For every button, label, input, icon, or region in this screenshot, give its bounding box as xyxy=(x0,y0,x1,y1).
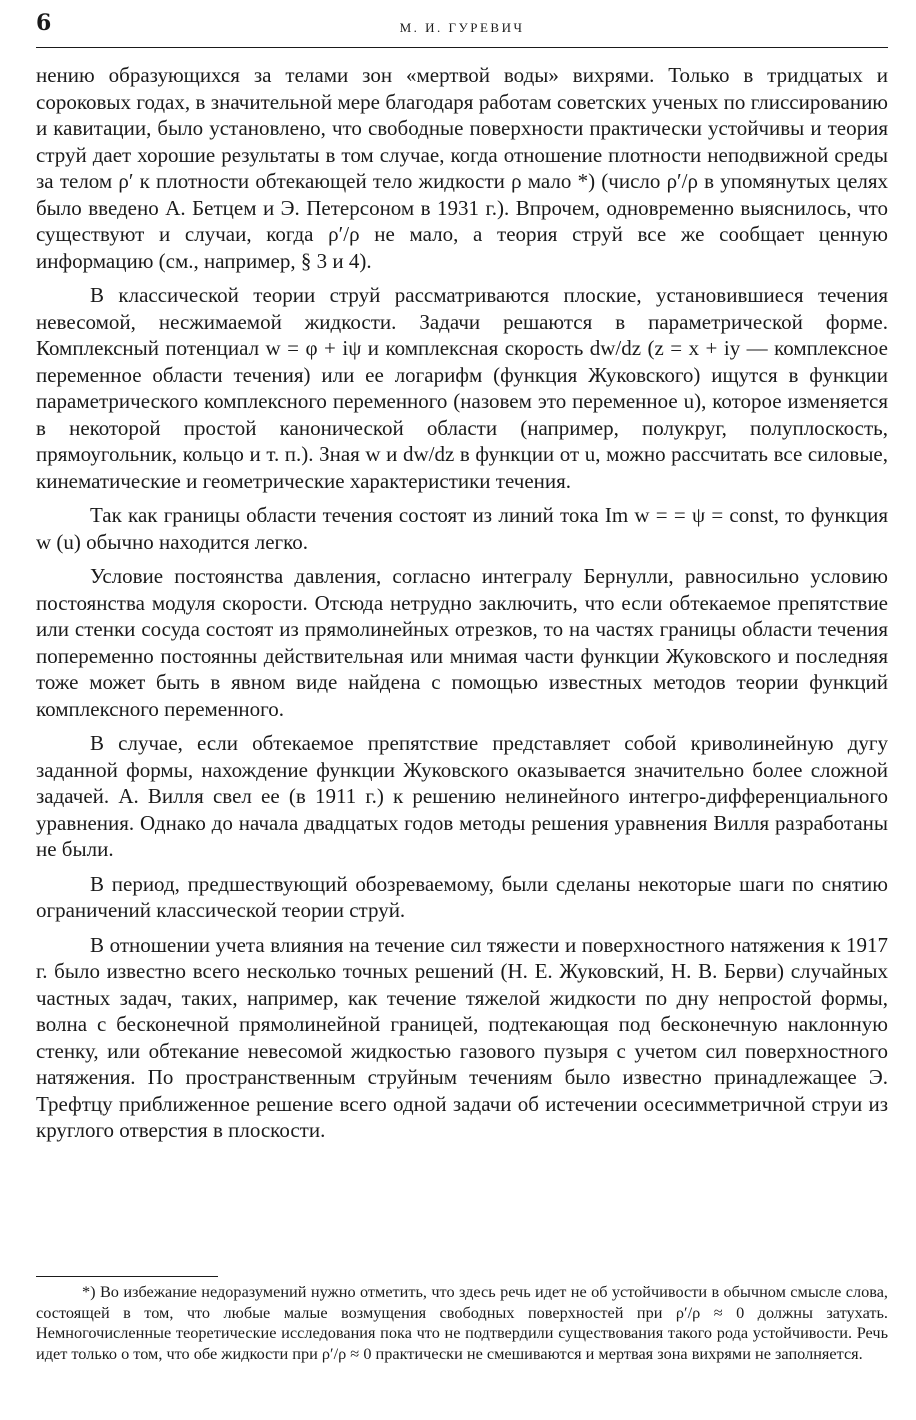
running-head: М. И. ГУРЕВИЧ xyxy=(399,20,525,35)
paragraph: В отношении учета влияния на течение сил тяжести и поверхностного натяжения к 1917 г. было известно всего несколько точных решений (Н. Е. Жуковский, Н. В. Берви) случайных частных задач, таких, например, как течение тяжелой жидкости по дну непростой формы, волна с бесконечной прямолинейной границей, подтекающая под бесконечную наклонную стенку, или обтекание невесомой жидкостью газового пузыря с учетом сил поверхностного натяжения. По пространственным струйным течениям было известно принадлежащее Э. Трефтцу приближенное решение всего одной задачи об истечении осесимметричной струи из круглого отверстия в плоскости. xyxy=(36,932,888,1142)
footnote-text: *) Во избежание недоразумений нужно отметить, что здесь речь идет не об устойчивости в обычном смысле слова, состоящей в том, что любые малые возмущения свободных поверхностей при ρ′/ρ ≈ 0 должны затухать. Немногочисленные теоретические исследования пока что не подтвердили существования такого рода устойчивости. Речь идет только о том, что обе жидкости при ρ′/ρ ≈ 0 практически не смешиваются и мертвая зона вихрями не заполняется. xyxy=(36,1282,888,1363)
header-rule xyxy=(36,47,888,48)
paragraph: Так как границы области течения состоят из линий тока Im w = = ψ = const, то функция w (u) обычно находится легко. xyxy=(36,503,888,554)
page-header xyxy=(36,6,888,44)
paragraph: В период, предшествующий обозреваемому, были сделаны некоторые шаги по снятию ограничений классической теории струй. xyxy=(36,871,888,922)
body-text xyxy=(36,62,888,1152)
paragraph: В случае, если обтекаемое препятствие представляет собой криволинейную дугу заданной формы, нахождение функции Жуковского оказывается значительно более сложной задачей. А. Вилля свел ее (в 1911 г.) к решению нелинейного интегро-дифференциального уравнения. Однако до начала двадцатых годов методы решения уравнения Вилля разработаны не были. xyxy=(36,731,888,861)
footnote xyxy=(36,1282,888,1364)
footnote-rule xyxy=(36,1276,218,1277)
paragraph: Условие постоянства давления, согласно интегралу Бернулли, равносильно условию постоянства модуля скорости. Отсюда нетрудно заключить, что если обтекаемое препятствие или стенки сосуда состоят из прямолинейных отрезков, то на частях границы области течения попеременно постоянны действительная или мнимая части функции Жуковского и последняя тоже может быть в явном виде найдена с помощью известных методов теории функций комплексного переменного. xyxy=(36,564,888,721)
page-number: 6 xyxy=(36,10,52,36)
paragraph: В классической теории струй рассматриваются плоские, установившиеся течения невесомой, несжимаемой жидкости. Задачи решаются в параметрической форме. Комплексный потенциал w = φ + iψ и комплексная скорость dw/dz (z = x + iy — комплексное переменное области течения) или ее логарифм (функция Жуковского) ищутся в функции параметрического комплексного переменного (назовем это переменное u), которое изменяется в некоторой простой канонической области (например, полукруг, полуплоскость, прямоугольник, кольцо и т. п.). Зная w и dw/dz в функции от u, можно рассчитать все силовые, кинематические и геометрические характеристики течения. xyxy=(36,283,888,493)
paragraph: нению образующихся за телами зон «мертвой воды» вихрями. Только в тридцатых и сороковых годах, в значительной мере благодаря работам советских ученых по глиссированию и кавитации, было установлено, что свободные поверхности практически устойчивы и теория струй дает хорошие результаты в том случае, когда отношение плотности неподвижной среды за телом ρ′ к плотности обтекающей тело жидкости ρ мало *) (число ρ′/ρ в упомянутых целях было введено А. Бетцем и Э. Петерсоном в 1931 г.). Впрочем, одновременно выяснилось, что существуют и случаи, когда ρ′/ρ не мало, а теория струй все же сообщает ценную информацию (см., например, § 3 и 4). xyxy=(36,63,888,273)
